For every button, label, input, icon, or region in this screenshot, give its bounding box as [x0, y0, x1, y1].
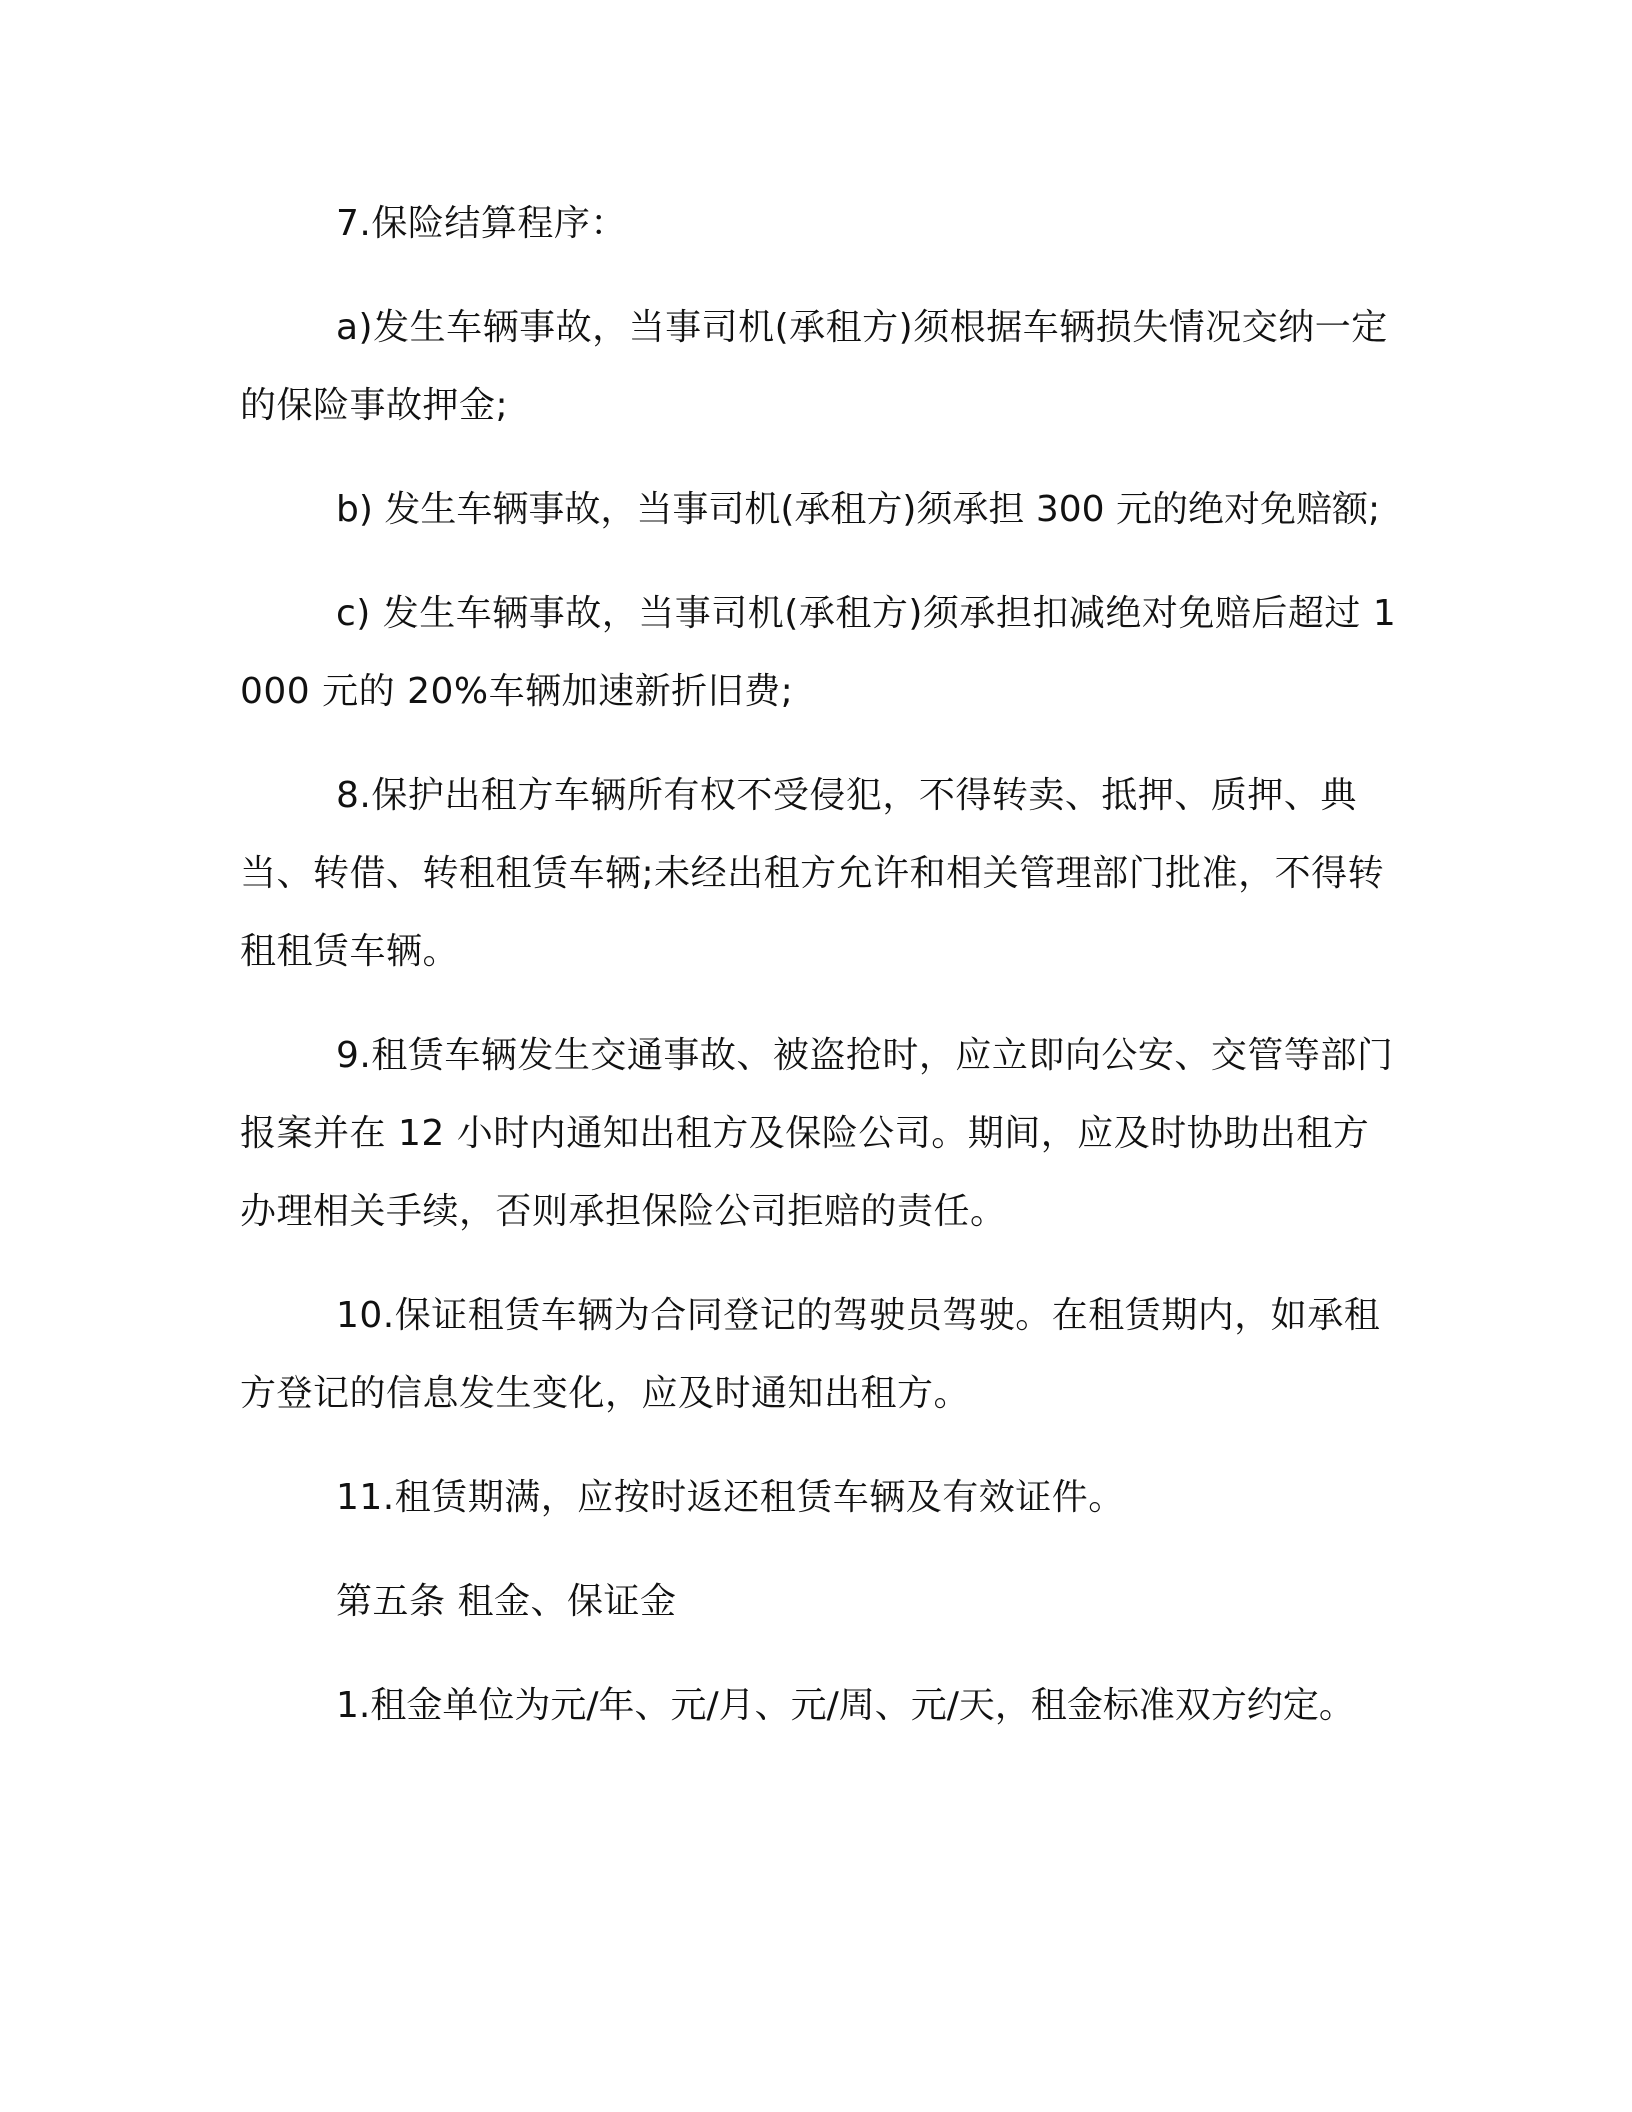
paragraph-ownership-protection: 8.保护出租方车辆所有权不受侵犯，不得转卖、抵押、质押、典当、转借、转租租赁车辆;未经出租方允许和相关管理部门批准，不得转租租赁车辆。 — [240, 775, 1385, 972]
paragraph-insurance-procedure-heading: 7.保险结算程序： — [336, 203, 627, 244]
paragraph-accident-reporting: 9.租赁车辆发生交通事故、被盗抢时，应立即向公安、交管等部门报案并在 12 小时内通知出租方及保险公司。期间，应及时协助出租方办理相关手续，否则承担保险公司拒赔的责任。 — [240, 1035, 1394, 1232]
article-five-heading: 第五条 租金、保证金 — [336, 1581, 677, 1622]
document-body — [240, 185, 1400, 1771]
paragraph-depreciation-fee: c) 发生车辆事故，当事司机(承租方)须承担扣减绝对免赔后超过 1000 元的 20%车辆加速新折旧费; — [240, 593, 1397, 712]
paragraph-deductible: b) 发生车辆事故，当事司机(承租方)须承担 300 元的绝对免赔额; — [336, 489, 1381, 530]
paragraph-registered-driver: 10.保证租赁车辆为合同登记的驾驶员驾驶。在租赁期内，如承租方登记的信息发生变化，应及时通知出租方。 — [240, 1295, 1381, 1414]
paragraph-rent-unit: 1.租金单位为元/年、元/月、元/周、元/天，租金标准双方约定。 — [336, 1685, 1355, 1726]
paragraph-accident-deposit: a)发生车辆事故，当事司机(承租方)须根据车辆损失情况交纳一定的保险事故押金; — [240, 307, 1388, 426]
paragraph-return-vehicle: 11.租赁期满，应按时返还租赁车辆及有效证件。 — [336, 1477, 1125, 1518]
